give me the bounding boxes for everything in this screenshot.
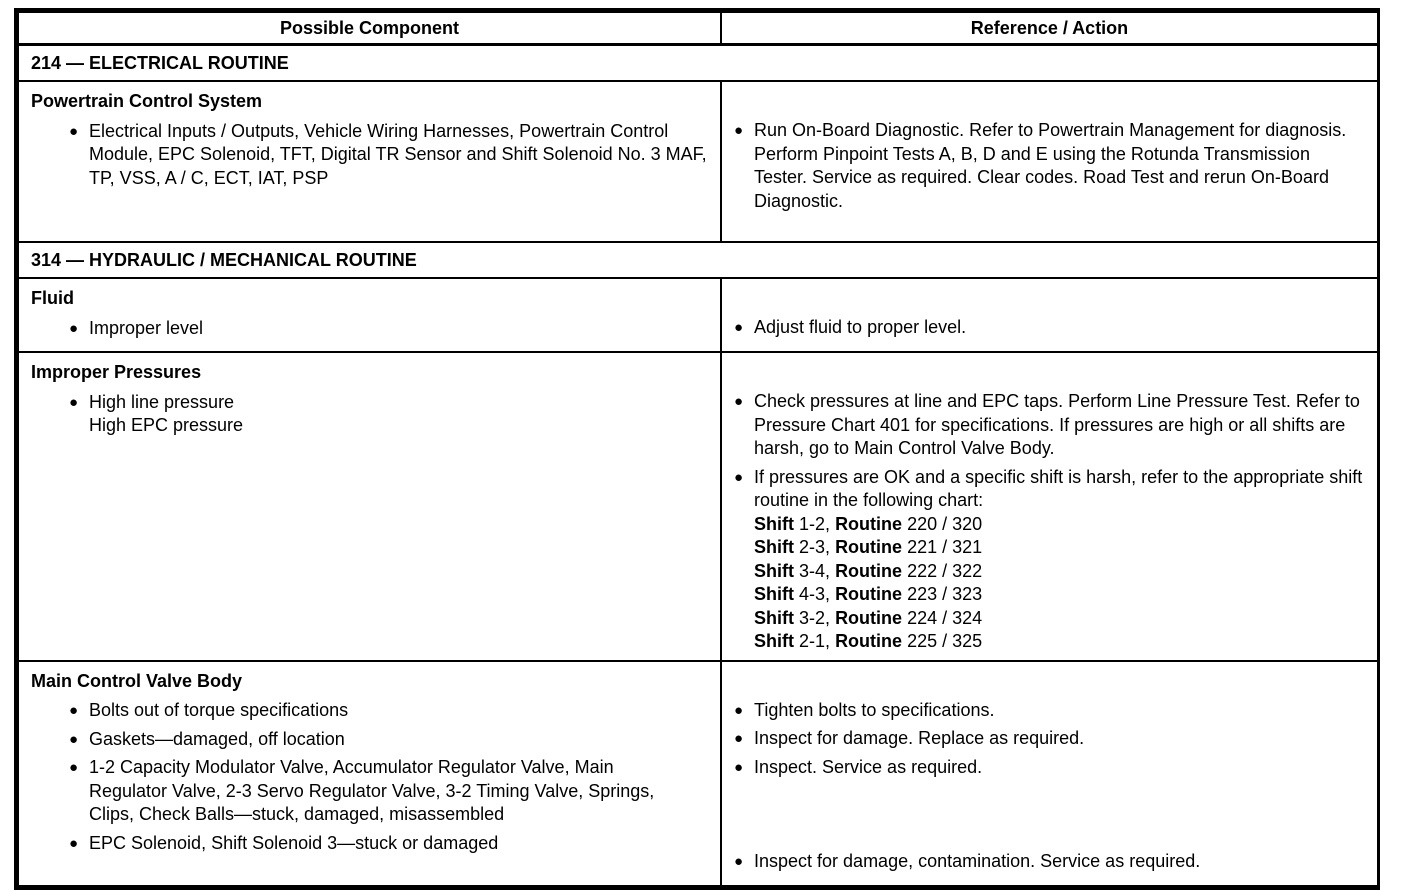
valve-body-title: Main Control Valve Body	[31, 670, 243, 691]
routine-label: Routine	[835, 560, 903, 581]
pressures-row	[18, 352, 1378, 661]
routine-value: 225 / 325	[907, 631, 983, 651]
pressures-component-cell	[18, 352, 721, 661]
powertrain-title: Powertrain Control System	[31, 91, 263, 111]
shift-routine-line	[734, 607, 1363, 631]
shift-routine-line	[734, 513, 1363, 537]
shift-label: Shift	[754, 513, 794, 534]
header-row	[18, 12, 1378, 45]
shift-label: Shift	[754, 584, 794, 604]
fluid-component-cell	[18, 278, 721, 352]
powertrain-row	[18, 81, 1378, 242]
routine-214-row	[18, 45, 1378, 82]
shift-label: Shift	[754, 560, 794, 581]
routine-label: Routine	[835, 537, 903, 557]
diagnostic-table	[17, 11, 1379, 887]
powertrain-action-item: ● Run On-Board Diagnostic. Refer to Powertrain Management for diagnosis. Perform Pinpoint Tests A, B, D and E using the Rotunda Transmission Tester. Service as required. Clear codes. Road Test and rerun On-Board Diagnostic.	[734, 119, 1363, 213]
routine-314-row	[18, 242, 1378, 278]
shift-label: Shift	[754, 537, 794, 557]
shift-routine-line	[734, 560, 1363, 584]
header-reference-action: Reference / Action	[721, 12, 1378, 45]
shift-value: 2-1,	[799, 631, 831, 651]
shift-routine-list	[734, 513, 1363, 654]
shift-value: 3-4,	[799, 560, 831, 581]
shift-value: 3-2,	[799, 607, 831, 628]
fluid-row	[18, 278, 1378, 352]
shift-label: Shift	[754, 631, 794, 651]
valve-body-action-cell	[721, 661, 1378, 886]
high-line-pressure-text: ● High line pressure	[89, 391, 235, 412]
valve-component-item-4: ● EPC Solenoid, Shift Solenoid 3—stuck or damaged	[69, 832, 710, 856]
fluid-action-cell	[721, 278, 1378, 352]
pressures-title: Improper Pressures	[31, 362, 202, 382]
pressures-component-item	[69, 391, 710, 438]
routine-value: 224 / 324	[907, 607, 983, 628]
valve-action-item-2: ● Inspect for damage. Replace as required.	[734, 727, 1367, 751]
pressures-action-item-1: ● Check pressures at line and EPC taps. Perform Line Pressure Test. Refer to Pressure Chart 401 for specifications. If pressures are high or all shifts are harsh, go to Main Control Valve Body.	[734, 390, 1363, 461]
routine-value: 221 / 321	[907, 537, 983, 557]
header-possible-component: Possible Component	[18, 12, 721, 45]
shift-value: 2-3,	[799, 537, 831, 557]
valve-component-item-3: ● 1-2 Capacity Modulator Valve, Accumulator Regulator Valve, Main Regulator Valve, 2-3 Servo Regulator Valve, 3-2 Timing Valve, Springs, Clips, Check Balls—stuck, damaged, misassembled	[69, 756, 710, 827]
shift-routine-line	[734, 630, 1363, 654]
shift-value: 1-2,	[799, 513, 831, 534]
valve-body-component-cell	[18, 661, 721, 886]
powertrain-component-cell	[18, 81, 721, 242]
powertrain-action-cell	[721, 81, 1378, 242]
powertrain-component-item: ● Electrical Inputs / Outputs, Vehicle Wiring Harnesses, Powertrain Control Module, EPC Solenoid, TFT, Digital TR Sensor and Shift Solenoid No. 3 MAF, TP, VSS, A / C, ECT, IAT, PSP	[69, 120, 710, 191]
shift-value: 4-3,	[799, 584, 831, 604]
pressures-action-cell	[721, 352, 1378, 661]
routine-314-title: 314 — HYDRAULIC / MECHANICAL ROUTINE	[18, 242, 1378, 278]
fluid-component-item: ● Improper level	[69, 317, 710, 341]
routine-214-title: 214 — ELECTRICAL ROUTINE	[18, 45, 1378, 82]
valve-component-item-1: ● Bolts out of torque specifications	[69, 699, 710, 723]
valve-body-row	[18, 661, 1378, 886]
routine-label: Routine	[835, 513, 903, 534]
shift-routine-line	[734, 583, 1363, 607]
fluid-action-item: ● Adjust fluid to proper level.	[734, 316, 1367, 340]
shift-label: Shift	[754, 607, 794, 628]
valve-action-item-3: ● Inspect. Service as required.	[734, 756, 1367, 780]
routine-value: 222 / 322	[907, 560, 983, 581]
diagnostic-table-sheet	[14, 8, 1380, 890]
fluid-title: Fluid	[31, 288, 74, 308]
routine-label: Routine	[835, 607, 903, 628]
routine-value: 223 / 323	[907, 584, 983, 604]
routine-label: Routine	[835, 584, 903, 604]
valve-action-item-1: ● Tighten bolts to specifications.	[734, 699, 1367, 723]
routine-label: Routine	[835, 631, 903, 651]
valve-action-item-4: ● Inspect for damage, contamination. Service as required.	[734, 850, 1367, 874]
valve-component-item-2: ● Gaskets—damaged, off location	[69, 728, 710, 752]
shift-routine-line	[734, 536, 1363, 560]
routine-value: 220 / 320	[907, 513, 983, 534]
pressures-action-item-2: ● If pressures are OK and a specific shift is harsh, refer to the appropriate shift routine in the following chart:	[734, 466, 1363, 513]
high-epc-pressure-text: High EPC pressure	[89, 415, 244, 435]
